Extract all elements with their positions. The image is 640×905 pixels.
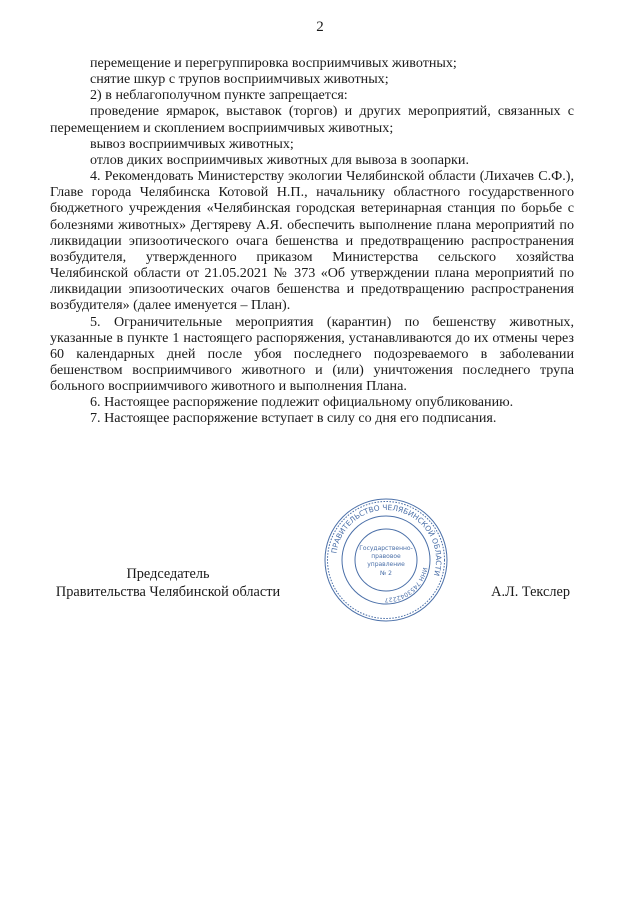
official-seal xyxy=(322,496,450,624)
seal-center-line-3: управление xyxy=(367,561,405,568)
paragraph-item-6: 6. Настоящее распоряжение подлежит официальному опубликованию. xyxy=(90,394,514,411)
paragraph-1: перемещение и перегруппировка восприимчивых животных; xyxy=(90,55,457,71)
signatory-name: А.Л. Текслер xyxy=(491,584,570,600)
seal-outer-text: ПРАВИТЕЛЬСТВО ЧЕЛЯБИНСКОЙ ОБЛАСТИ xyxy=(329,502,444,577)
signatory-title xyxy=(48,566,288,601)
paragraph-4: проведение ярмарок, выставок (торгов) и других мероприятий, связанных с перемещением и скоплением восприимчивых животных; xyxy=(50,103,574,136)
seal-center-line-1: Государственно- xyxy=(359,545,413,552)
signatory-title-line-2: Правительства Челябинской области xyxy=(55,583,281,600)
signatory-title-line-1: Председатель xyxy=(126,566,210,582)
paragraph-6: отлов диких восприимчивых животных для вывоза в зоопарки. xyxy=(90,151,469,168)
seal-inner-text: ИНН 7453042227 xyxy=(384,566,429,604)
paragraph-item-5: 5. Ограничительные мероприятия (карантин) по бешенству животных, указанные в пункте 1 настоящего распоряжения, устанавливаются до их отмены через 60 календарных дней после убоя последнего подозреваемого в заболевании бешенством восприимчивого животного и (или) уничтожения последнего трупа больного восприимчивого животного и выполнения Плана. xyxy=(50,313,574,395)
paragraph-item-7: 7. Настоящее распоряжение вступает в силу со дня его подписания. xyxy=(90,410,497,427)
seal-inner-ring xyxy=(355,529,417,591)
page-number: 2 xyxy=(316,19,324,35)
seal-center-line-2: правовое xyxy=(371,553,401,560)
paragraph-5: вывоз восприимчивых животных; xyxy=(90,135,294,152)
paragraph-3: 2) в неблагополучном пункте запрещается: xyxy=(90,87,348,104)
seal-center-line-4: № 2 xyxy=(380,570,392,577)
document-body xyxy=(50,55,574,427)
paragraph-2: снятие шкур с трупов восприимчивых животных; xyxy=(90,71,389,88)
paragraph-item-4: 4. Рекомендовать Министерству экологии Челябинской области (Лихачев С.Ф.), Главе города Челябинска Котовой Н.П., начальнику областного государственного бюджетного учреждения «Челябинская городская ветеринарная станция по борьбе с болезнями животных» Дегтяреву А.Я. обеспечить выполнение плана мероприятий по ликвидации эпизоотического очага бешенства и предотвращению распространения возбудителя, утвержденного приказом Министерства сельского хозяйства Челябинской области от 21.05.2021 № 373 «Об утверждении плана мероприятий по ликвидации эпизоотических очагов бешенства и предотвращению распространения возбудителя» (далее именуется – План). xyxy=(50,168,574,314)
